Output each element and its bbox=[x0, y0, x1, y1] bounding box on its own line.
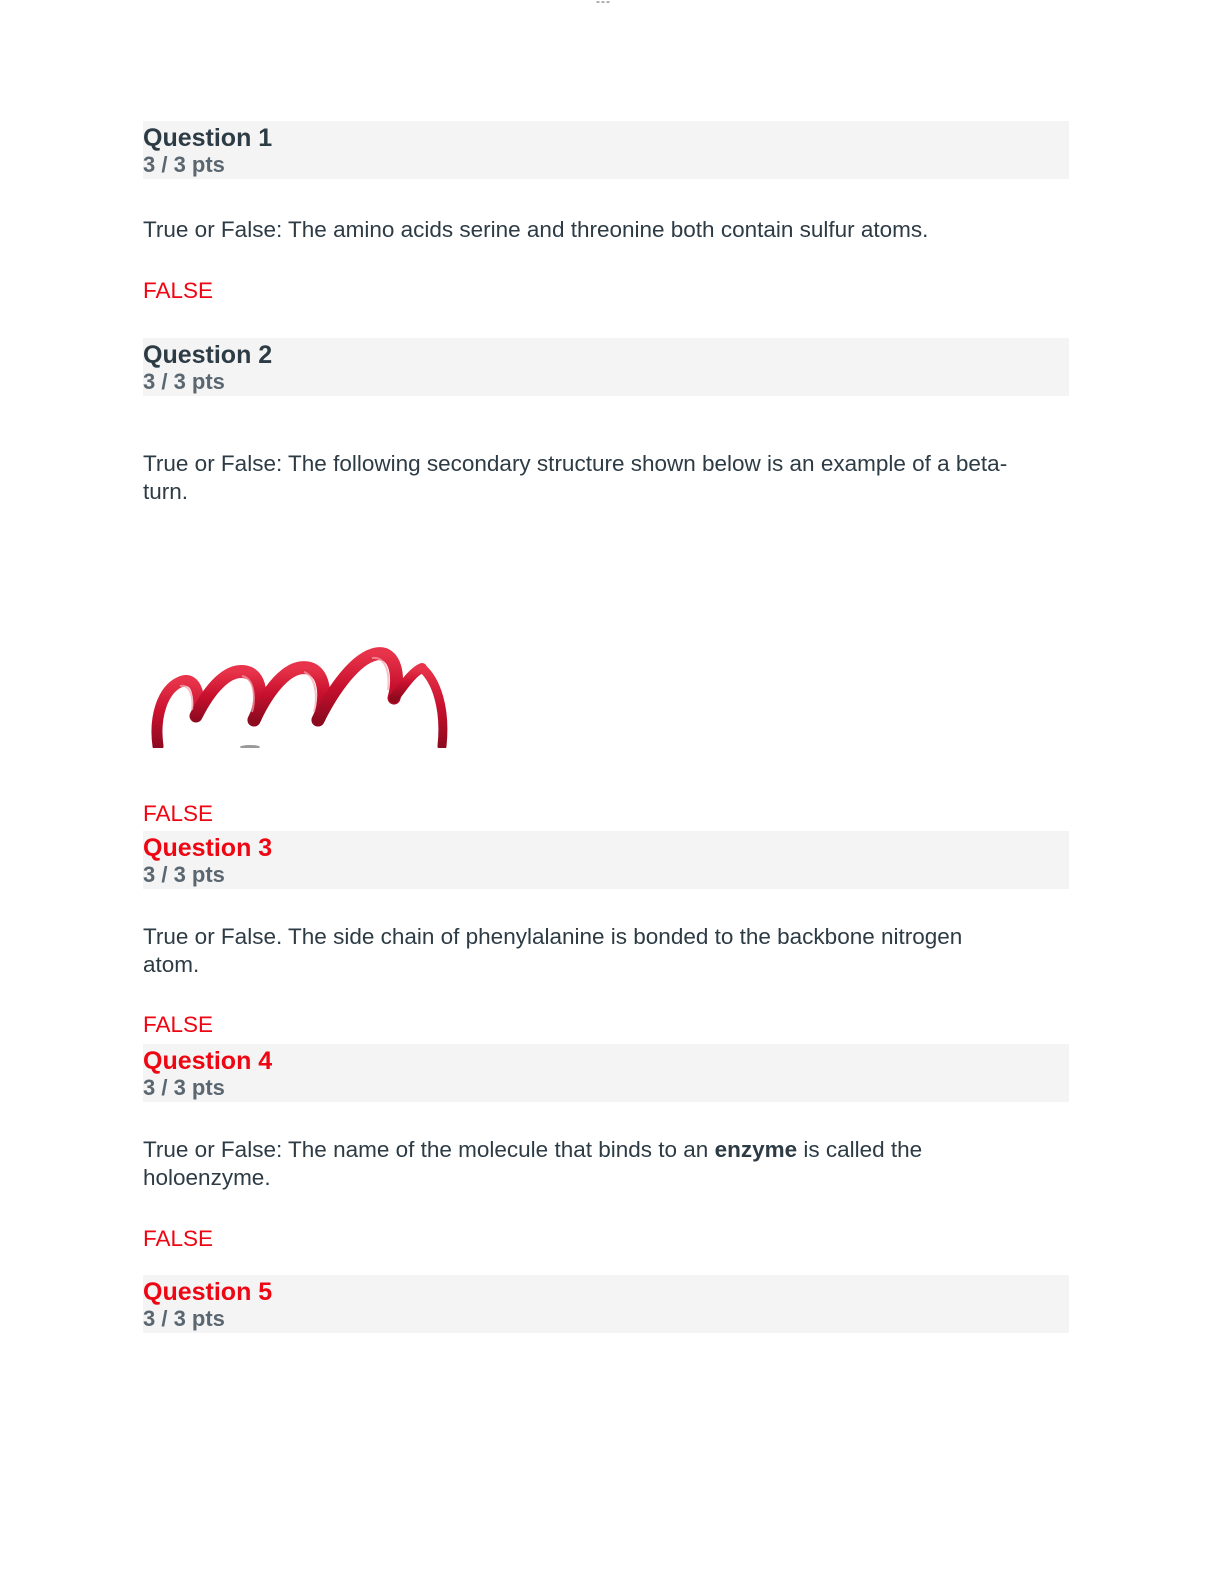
question-2-title: Question 2 bbox=[143, 341, 273, 369]
question-1-text: True or False: The amino acids serine and threonine both contain sulfur atoms. bbox=[143, 217, 929, 242]
question-2-text-line-2: turn. bbox=[143, 479, 189, 504]
question-4-answer: FALSE bbox=[143, 1226, 214, 1251]
question-1-points: 3 / 3 pts bbox=[143, 152, 225, 177]
question-3-text-line-1: True or False. The side chain of phenylalanine is bonded to the backbone nitrogen bbox=[143, 924, 963, 949]
question-5-title: Question 5 bbox=[143, 1278, 273, 1306]
question-1-header bbox=[143, 121, 1069, 179]
question-4-text-post: is called the bbox=[797, 1137, 923, 1162]
page-header-mark: --- bbox=[596, 0, 611, 8]
question-3-header bbox=[143, 831, 1069, 889]
question-2-answer: FALSE bbox=[143, 801, 214, 826]
question-3-title: Question 3 bbox=[143, 834, 273, 862]
question-5-points: 3 / 3 pts bbox=[143, 1306, 225, 1331]
question-3-points: 3 / 3 pts bbox=[143, 862, 225, 887]
question-4-text-bold: enzyme bbox=[714, 1137, 798, 1162]
question-5-header bbox=[143, 1275, 1069, 1333]
question-2-text bbox=[143, 450, 1063, 506]
question-3-text-line-2: atom. bbox=[143, 952, 200, 977]
question-2-text-line-1: True or False: The following secondary structure shown below is an example of a beta- bbox=[143, 451, 1008, 476]
question-2-header bbox=[143, 338, 1069, 396]
question-4-text bbox=[143, 1136, 1063, 1192]
question-4-text-line-2: holoenzyme. bbox=[143, 1165, 271, 1190]
question-3-text bbox=[143, 923, 1063, 979]
question-4-header bbox=[143, 1044, 1069, 1102]
question-4-points: 3 / 3 pts bbox=[143, 1075, 225, 1100]
question-4-title: Question 4 bbox=[143, 1047, 273, 1075]
alpha-helix-ribbon-image bbox=[150, 628, 450, 748]
question-4-text-pre: True or False: The name of the molecule that binds to an bbox=[143, 1137, 715, 1162]
question-3-answer: FALSE bbox=[143, 1012, 214, 1037]
question-1-answer: FALSE bbox=[143, 278, 214, 303]
question-4-text-line-1 bbox=[143, 1136, 1063, 1164]
question-2-points: 3 / 3 pts bbox=[143, 369, 225, 394]
question-1-title: Question 1 bbox=[143, 124, 273, 152]
